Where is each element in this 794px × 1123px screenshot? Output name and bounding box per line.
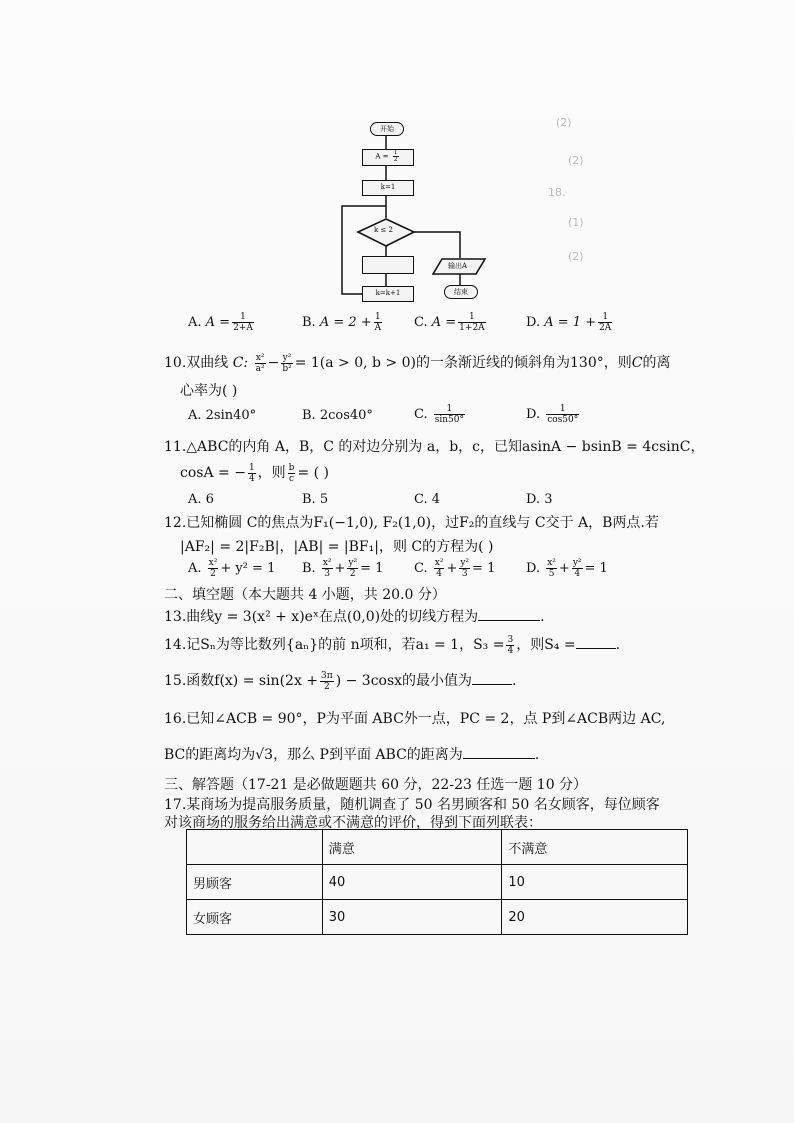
option-letter: B. <box>302 315 320 330</box>
fraction-den: 4 <box>574 569 581 579</box>
q12-option <box>302 558 383 579</box>
q15-answer-blank[interactable] <box>472 684 512 685</box>
table-cell: 40 <box>322 865 502 900</box>
q10-a2: a² <box>255 363 265 374</box>
option-fraction <box>347 558 358 579</box>
option-fraction <box>572 558 583 579</box>
q11-option-b: B. 5 <box>302 492 329 507</box>
q15-num: 3π <box>321 670 333 681</box>
q9-option <box>188 312 256 333</box>
option-expression: + <box>446 561 458 576</box>
q10-option-c <box>414 404 467 425</box>
q11-line2 <box>180 462 329 484</box>
q10-option-d <box>526 404 581 425</box>
q15-text: 15.函数f(x) = sin(2x + <box>164 673 319 689</box>
table-header-row <box>187 830 688 865</box>
q11-frac2-num: b <box>288 462 295 473</box>
flowchart-start: 开始 <box>370 122 404 136</box>
q10-option-a: A. 2sin40° <box>188 408 257 423</box>
q11-line1: 11.△ABC的内角 A，B，C 的对边分别为 a，b，c，已知asinA − bsinB = 4csinC， <box>164 439 705 455</box>
fraction-num: x² <box>434 558 444 568</box>
fraction-num: y² <box>348 558 358 568</box>
q12-option <box>526 558 608 579</box>
q13 <box>164 606 545 626</box>
q12-line2: |AF₂| = 2|F₂B|，|AB| = |BF₁|，则 C的方程为( ) <box>180 539 494 555</box>
q14-text: 14.记Sₙ为等比数列{aₙ}的前 n项和，若a₁ = 1，S₃ = <box>164 637 505 653</box>
bleed-through-text: (2) <box>568 154 584 167</box>
flowchart-increment: k=k+1 <box>362 286 414 302</box>
q12-line1: 12.已知椭圆 C的焦点为F₁(−1,0), F₂(1,0)，过F₂的直线与 C交于 A，B两点.若 <box>164 515 659 531</box>
fraction-num: 1 <box>458 312 486 323</box>
q10-line2: 心率为( ) <box>180 383 238 399</box>
q9-option <box>302 312 384 333</box>
flowchart-output: 输出A <box>448 262 468 270</box>
q13-answer-blank[interactable] <box>478 620 540 621</box>
option-fraction <box>374 312 383 333</box>
section-3-heading: 三、解答题（17-21 是必做题题共 60 分，22-23 任选一题 10 分） <box>164 777 588 793</box>
fraction-den: 3 <box>324 569 331 579</box>
option-fraction <box>459 558 470 579</box>
q10-option-b: B. 2cos40° <box>302 408 373 423</box>
q17-line2: 对该商场的服务给出满意或不满意的评价，得到下面列联表： <box>164 815 542 831</box>
fraction-num: 1 <box>232 312 254 323</box>
q14-text: ，则S₄ = <box>516 637 576 653</box>
fraction-num: 1 <box>375 312 381 322</box>
q10-text: = 1(a > 0, b > 0)的一条渐近线的倾斜角为130°，则 <box>294 355 632 371</box>
q16-text: BC的距离均为√3，那么 P到平面 ABC的距离为 <box>164 747 463 763</box>
q11-text: cosA = − <box>180 465 246 481</box>
q10-d-den: cos50° <box>547 415 579 425</box>
option-letter: C. <box>414 561 432 576</box>
bleed-through-text: (2) <box>568 250 584 263</box>
q16-answer-blank[interactable] <box>463 758 535 759</box>
option-fraction <box>322 558 333 579</box>
q15-text: ) − 3cosx的最小值为 <box>335 673 473 689</box>
table-row <box>187 865 688 900</box>
q10-line1 <box>164 352 670 374</box>
q11-option-d: D. 3 <box>526 492 553 507</box>
q12-option <box>414 558 495 579</box>
table-cell <box>187 830 323 865</box>
flowchart-assign-k: k=1 <box>362 180 414 196</box>
q14-num: 3 <box>507 634 514 645</box>
option-expression: = 1 <box>360 561 384 576</box>
bleed-through-text: (2) <box>556 116 572 129</box>
q9-option <box>526 312 614 333</box>
option-expression: A = <box>431 315 457 330</box>
q9-option <box>414 312 488 333</box>
flowchart <box>330 118 490 308</box>
fraction-den: 2+A <box>233 323 253 333</box>
option-letter: B. <box>302 561 320 576</box>
option-letter: D. <box>526 407 541 422</box>
q11-frac1-den: 4 <box>248 473 255 484</box>
table-cell: 女顾客 <box>187 900 323 935</box>
q15 <box>164 670 517 692</box>
fraction-num: x² <box>322 558 332 568</box>
assign-a-num: 1 <box>393 149 398 156</box>
q10-c-num: 1 <box>434 404 465 415</box>
option-expression: A = 1 + <box>544 315 597 330</box>
fraction-den: A <box>374 323 382 333</box>
option-fraction <box>598 312 612 333</box>
q10-text: 10.双曲线 <box>164 355 229 371</box>
q12-option <box>188 558 275 579</box>
option-letter: A. <box>188 561 206 576</box>
section-2-heading: 二、填空题（本大题共 4 小题，共 20.0 分） <box>164 587 446 603</box>
fraction-num: 1 <box>598 312 612 323</box>
option-fraction <box>458 312 486 333</box>
fraction-den: 4 <box>436 569 442 579</box>
contingency-table <box>186 829 688 935</box>
q11-option-a: A. 6 <box>188 492 214 507</box>
q10-curve: C <box>631 355 643 371</box>
q14-den: 4 <box>507 645 514 656</box>
q15-den: 2 <box>323 681 330 692</box>
option-letter: D. <box>526 315 545 330</box>
q10-b2: b² <box>282 363 292 374</box>
q10-y2: y² <box>282 352 292 363</box>
option-expression: + y² = 1 <box>220 561 276 576</box>
q10-x2: x² <box>255 352 265 363</box>
bleed-through-text: 18. <box>548 186 566 199</box>
bleed-through-text: (1) <box>568 216 584 229</box>
table-row <box>187 900 688 935</box>
q10-minus: − <box>267 355 280 371</box>
q14-answer-blank[interactable] <box>576 648 616 649</box>
fraction-den: 2 <box>210 569 216 579</box>
q17-line1: 17.某商场为提高服务质量，随机调查了 50 名男顾客和 50 名女顾客，每位顾客 <box>164 797 660 813</box>
assign-a-den: 2 <box>393 156 398 163</box>
option-fraction <box>232 312 254 333</box>
table-cell: 10 <box>502 865 688 900</box>
fraction-den: 2A <box>599 323 612 333</box>
option-letter: A. <box>188 315 206 330</box>
flowchart-connectors <box>330 118 490 308</box>
option-fraction <box>208 558 219 579</box>
flowchart-assign-a <box>362 149 414 166</box>
flowchart-process-box <box>362 256 414 274</box>
q10-d-num: 1 <box>546 404 579 415</box>
option-expression: A = 2 + <box>319 315 372 330</box>
q10-c-den: sin50° <box>434 415 465 425</box>
q13-text: . <box>540 609 545 625</box>
q10-text: 的离 <box>642 355 671 371</box>
q11-frac2-den: c <box>289 473 295 484</box>
option-expression: + <box>334 561 346 576</box>
table-cell: 不满意 <box>502 830 688 865</box>
option-letter: C. <box>414 407 428 422</box>
q16-line1: 16.已知∠ACB = 90°，P为平面 ABC外一点，PC = 2，点 P到∠ACB两边 AC, <box>164 711 666 727</box>
q13-text: 13.曲线y = 3(x² + x)eˣ在点(0,0)处的切线方程为 <box>164 609 479 625</box>
q14-text: . <box>615 637 621 653</box>
option-expression: = 1 <box>472 561 496 576</box>
q16-text: . <box>534 747 540 763</box>
q10-curve: C: <box>232 355 249 371</box>
fraction-den: 2 <box>349 569 356 579</box>
q14 <box>164 634 620 656</box>
fraction-den: 3 <box>461 569 468 579</box>
option-expression: + <box>558 561 570 576</box>
fraction-num: y² <box>460 558 470 568</box>
table-cell: 20 <box>502 900 688 935</box>
q11-option-c: C. 4 <box>414 492 441 507</box>
table-cell: 30 <box>322 900 502 935</box>
q11-text: = ( ) <box>297 465 329 481</box>
fraction-num: x² <box>547 558 556 568</box>
q15-text: . <box>512 673 517 689</box>
fraction-den: 1+2A <box>459 323 485 333</box>
option-fraction <box>546 558 557 579</box>
flowchart-condition: k ≤ 2 <box>374 226 394 234</box>
option-letter: C. <box>414 315 432 330</box>
q11-text: ，则 <box>257 465 286 481</box>
option-letter: D. <box>526 561 545 576</box>
table-cell: 满意 <box>322 830 502 865</box>
table-cell: 男顾客 <box>187 865 323 900</box>
flowchart-end: 结束 <box>444 285 478 299</box>
option-expression: A = <box>205 315 231 330</box>
assign-a-label: A = <box>375 152 389 161</box>
option-fraction <box>434 558 445 579</box>
q16-line2 <box>164 744 539 764</box>
option-expression: = 1 <box>584 561 608 576</box>
fraction-num: x² <box>208 558 218 568</box>
q11-frac1-num: 1 <box>248 462 255 473</box>
fraction-den: 5 <box>548 569 555 579</box>
fraction-num: y² <box>572 558 582 568</box>
